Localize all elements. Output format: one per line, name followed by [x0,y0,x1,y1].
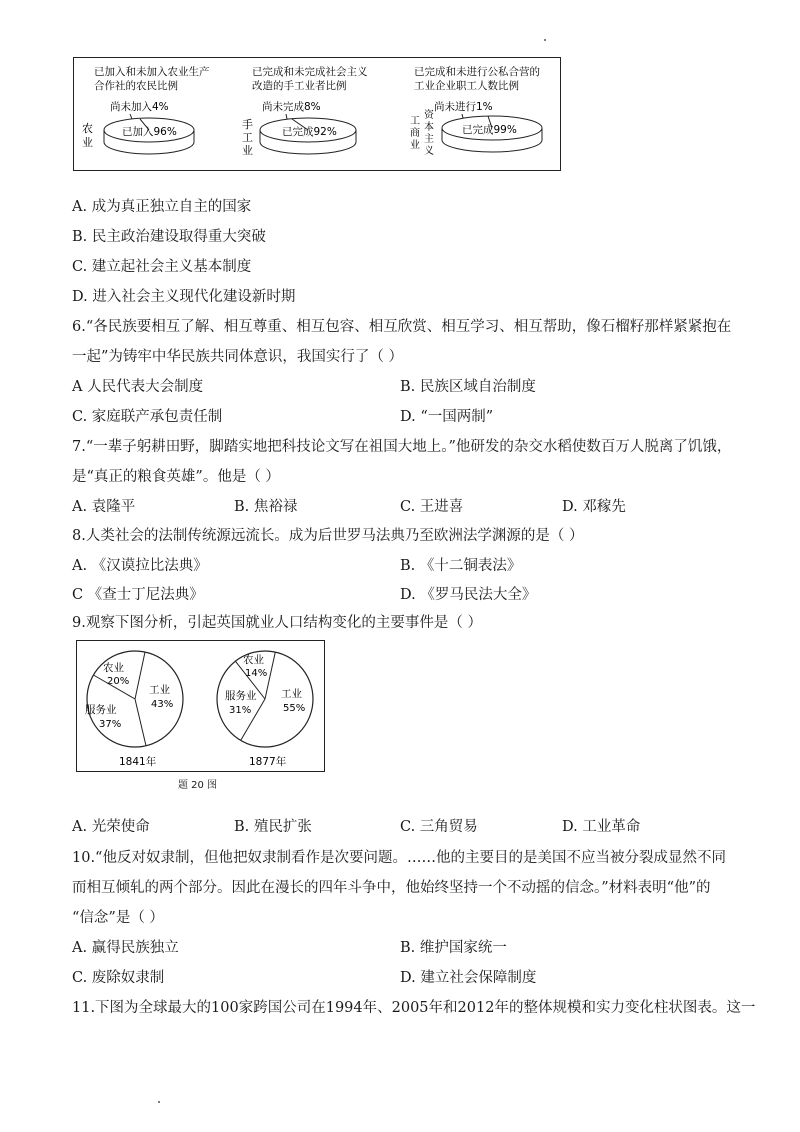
inside-label: 已完成99% [462,124,517,136]
pie-1877-pct-agriculture: 14% [245,668,268,679]
side-label: 业 [82,136,93,149]
q8-stem: 8.人类社会的法制传统源远流长。成为后世罗马法典乃至欧洲法学渊源的是（ ） [72,528,584,544]
pie-1841-year: 1841年 [119,756,157,768]
q5-option-d: D. 进入社会主义现代化建设新时期 [72,289,296,305]
panel-title-line1: 已加入和未加入农业生产 [94,66,210,78]
pie-1841-label-agriculture: 农业 [103,662,124,674]
scan-dot [544,39,546,41]
q7-option-d: D. 邓稼先 [562,499,626,515]
q9-option-b: B. 殖民扩张 [234,819,312,835]
q9-stem: 9.观察下图分析，引起英国就业人口结构变化的主要事件是（ ） [72,615,482,631]
outside-label: 尚未完成8% [262,101,321,113]
q8-option-d: D. 《罗马民法大全》 [400,587,537,603]
pie-1841-label-industry: 工业 [149,684,170,696]
scan-dot [158,1101,160,1103]
figure-socialist-transformation-svg [74,58,560,170]
q6-option-b: B. 民族区域自治制度 [400,379,536,395]
q5-option-c: C. 建立起社会主义基本制度 [72,259,252,275]
pie-1877-year: 1877年 [249,756,287,768]
q7-stem-line2: 是“真正的粮食英雄”。他是（ ） [72,469,280,485]
panel-title-line1: 已完成和未进行公私合营的 [414,66,540,78]
side-label: 义 [424,146,434,157]
pie-1877-label-industry: 工业 [281,688,302,700]
q8-option-a: A. 《汉谟拉比法典》 [72,558,208,574]
q6-stem-line2: 一起”为铸牢中华民族共同体意识，我国实行了（ ） [72,349,404,365]
pie-1841-pct-industry: 43% [151,699,174,710]
pie-1877-label-services: 服务业 [225,690,257,702]
side-label: 本 [424,122,434,133]
inside-label: 已完成92% [282,126,337,138]
q6-stem-line1: 6.“各民族要相互了解、相互尊重、相互包容、相互欣赏、相互学习、相互帮助，像石榴籽那样紧紧抱在 [72,319,732,335]
pie-1841-pct-services: 37% [99,719,122,730]
q6-option-a: A 人民代表大会制度 [72,379,204,395]
panel-title-line2: 工业企业职工人数比例 [414,80,519,92]
q7-option-b: B. 焦裕禄 [234,499,298,515]
pie-1877-pct-services: 31% [229,705,252,716]
panel-industry-commerce [410,65,542,157]
inside-label: 已加入96% [122,126,177,138]
pie-charts-svg [77,641,324,771]
q7-stem-line1: 7.“一辈子躬耕田野，脚踏实地把科技论文写在祖国大地上。”他研发的杂交水稻使数百万人脱离了饥饿， [72,439,732,455]
q10-option-b: B. 维护国家统一 [400,940,507,956]
q10-option-c: C. 废除奴隶制 [72,970,165,986]
figure-uk-employment [76,640,325,772]
q8-option-c: C 《查士丁尼法典》 [72,587,204,603]
panel-title-line2: 合作社的农民比例 [94,80,178,92]
q10-stem-line3: “信念”是（ ） [72,910,164,926]
side-label: 资 [424,110,434,121]
side-label: 业 [242,144,253,157]
side-label: 业 [410,140,420,151]
pie-1877-label-agriculture: 农业 [243,654,264,666]
side-label: 工 [242,131,253,144]
outside-label: 尚未进行1% [434,101,493,113]
q10-stem-line2: 而相互倾轧的两个部分。因此在漫长的四年斗争中，他始终坚持一个不动摇的信念。”材料表明“他”的 [72,880,711,896]
q9-option-c: C. 三角贸易 [400,819,478,835]
q6-option-c: C. 家庭联产承包责任制 [72,409,223,425]
q10-option-d: D. 建立社会保障制度 [400,970,537,986]
side-label: 主 [424,134,434,145]
side-label: 手 [242,118,253,131]
q11-stem: 11.下图为全球最大的100家跨国公司在1994年、2005年和2012年的整体规模和实力变化柱状图表。这一 [72,1000,756,1016]
outside-label: 尚未加入4% [110,101,169,113]
side-label: 商 [410,128,420,139]
panel-handicraft [242,65,368,157]
figure-caption: 题 20 图 [178,780,218,791]
pie-1841-label-services: 服务业 [85,704,117,716]
q7-option-c: C. 王进喜 [400,499,464,515]
q5-option-b: B. 民主政治建设取得重大突破 [72,229,266,245]
q9-option-a: A. 光荣使命 [72,819,150,835]
q6-option-d: D. “一国两制” [400,409,494,425]
panel-agriculture [82,65,210,154]
figure-socialist-transformation [73,57,561,171]
pie-1877-pct-industry: 55% [283,703,306,714]
q7-option-a: A. 袁隆平 [72,499,136,515]
panel-title-line1: 已完成和未完成社会主义 [252,66,368,78]
q9-option-d: D. 工业革命 [562,819,641,835]
panel-title-line2: 改造的手工业者比例 [252,80,347,92]
q10-option-a: A. 赢得民族独立 [72,940,179,956]
pie-1841-pct-agriculture: 20% [107,676,130,687]
q5-option-a: A. 成为真正独立自主的国家 [72,199,252,215]
q10-stem-line1: 10.“他反对奴隶制，但他把奴隶制看作是次要问题。……他的主要目的是美国不应当被分裂成显然不同 [72,850,726,866]
q8-option-b: B. 《十二铜表法》 [400,558,522,574]
side-label: 农 [82,122,93,135]
side-label: 工 [410,116,420,127]
